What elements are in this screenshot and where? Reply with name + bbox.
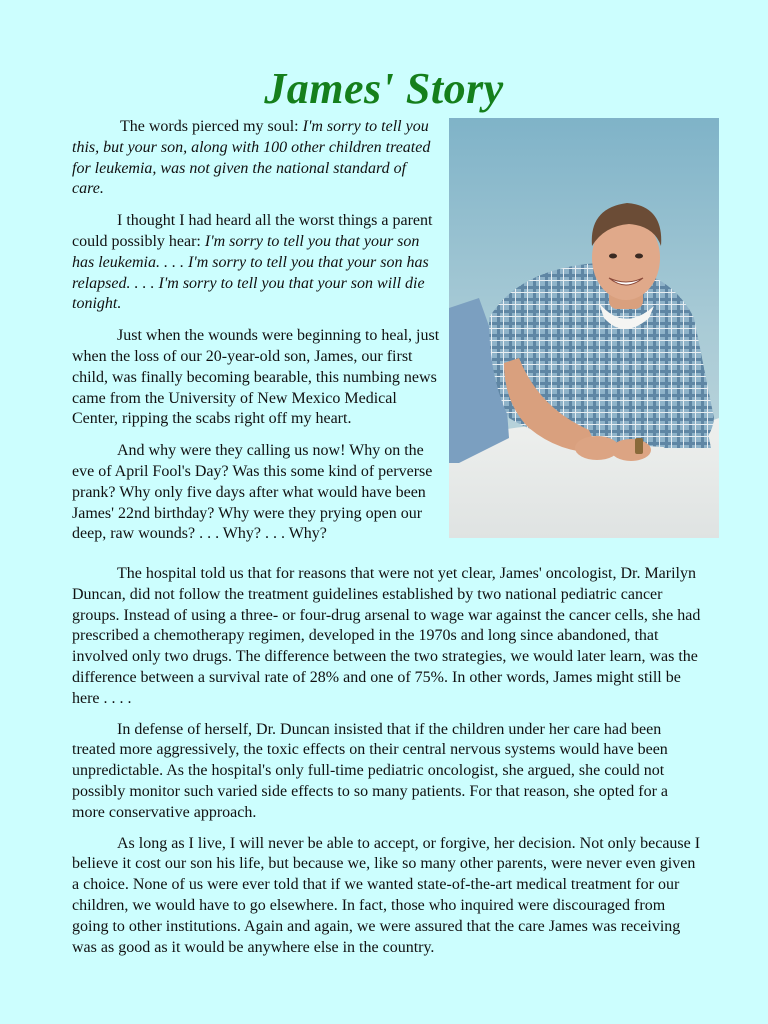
paragraph-7: As long as I live, I will never be able to accept, or forgive, her decision. Not only because I believe it cost our son his life, but because we, like so many other parents, were never even given a choice. None of us were ever told that if we wanted state-of-the-art medical treatment for our children, we would have to go elsewhere. In fact, those who inquired were discouraged from going to other institutions. Again and again, we were assured that the care James was receiving was as good as it would be anywhere else in the country.	[72, 834, 701, 956]
paragraph-5: The hospital told us that for reasons that were not yet clear, James' oncologist, Dr. Marilyn Duncan, did not follow the treatment guidelines established by two national pediatric cancer groups. Instead of using a three- or four-drug arsenal to wage war against the cancer cells, she had prescribed a chemotherapy regimen, developed in the 1970s and long since abandoned, that involved only two drugs. The difference between the two strategies, we would later learn, was the difference between a survival rate of 28% and one of 75%. In other words, James might still be here . . . .	[72, 565, 701, 707]
paragraph-4: And why were they calling us now! Why on the eve of April Fool's Day? Was this some kind of perverse prank? Why only five days after what would have been James' 22nd birthday? Why were they prying open our deep, raw wounds? . . . Why? . . . Why?	[72, 442, 433, 543]
paragraph-2	[72, 211, 440, 315]
paragraph-2-lead: I thought I had heard all the worst things a parent could possibly hear:	[72, 212, 433, 250]
portrait-photo	[449, 118, 719, 538]
page-title: James' Story	[264, 64, 504, 113]
paragraph-1-italic: I'm sorry to tell you this, but your son, along with 100 other children treated for leukemia, was not given the national standard of care.	[72, 118, 431, 198]
paragraph-2-italic: I'm sorry to tell you that your son has leukemia. . . . I'm sorry to tell you that your son has relapsed. . . . I'm sorry to tell you that your son will die tonight.	[72, 232, 429, 313]
story-text-top	[72, 117, 440, 556]
paragraph-1-lead: The words pierced my soul:	[120, 118, 303, 135]
paragraph-6: In defense of herself, Dr. Duncan insisted that if the children under her care had been treated more aggressively, the toxic effects on their central nervous systems would have been unpredictable. As the hospital's only full-time pediatric oncologist, she argued, she could not possibly monitor such varied side effects to so many patients. For that reason, she opted for a more conservative approach.	[72, 720, 669, 821]
paragraph-1	[72, 117, 440, 200]
story-text-full	[72, 564, 702, 968]
paragraph-3: Just when the wounds were beginning to heal, just when the loss of our 20-year-old son, James, our first child, was finally becoming bearable, this numbing news came from the University of New Mexico Medical Center, ripping the scabs right off my heart.	[72, 327, 440, 428]
